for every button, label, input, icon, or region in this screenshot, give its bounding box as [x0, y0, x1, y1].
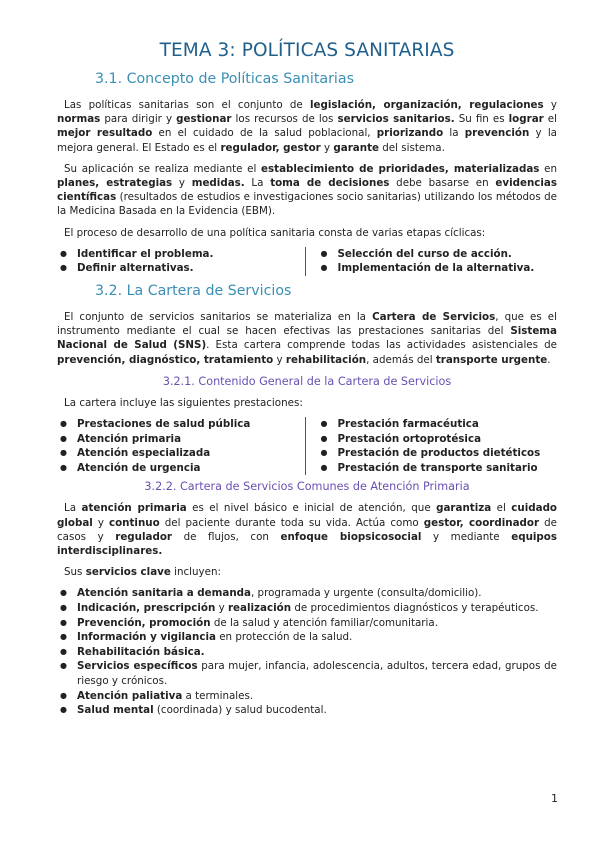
bold-text: atención primaria: [81, 502, 187, 515]
text-run: del paciente durante toda su vida. Actúa como: [159, 516, 424, 529]
text-run: El proceso de desarrollo de una política sanitaria consta de varias etapas cíclicas:: [64, 226, 486, 239]
bold-text: rehabilitación: [285, 353, 367, 366]
list-item: [57, 645, 557, 660]
list-item: [57, 616, 557, 631]
bold-text: Definir alternativas.: [77, 262, 194, 275]
text-run: en: [539, 162, 558, 175]
text-run: a terminales.: [182, 689, 254, 702]
text-run: del sistema.: [378, 141, 445, 154]
text-run: de procedimientos diagnósticos y terapéuticos.: [291, 602, 539, 615]
stages-right-column: [306, 247, 558, 276]
text-run: debe basarse en: [389, 177, 496, 190]
prestaciones-left-list: [57, 417, 297, 475]
text-run: incluyen:: [170, 566, 221, 579]
stages-left-column: [57, 247, 306, 276]
paragraph-primary-care: [57, 501, 557, 558]
text-run: , además del: [366, 353, 436, 366]
bold-text: priorizando: [376, 127, 444, 140]
text-run: La: [64, 502, 82, 515]
list-item: [57, 703, 557, 718]
bold-text: Atención paliativa: [77, 689, 183, 702]
bold-text: Información y vigilancia: [77, 631, 216, 644]
bold-text: mejor resultado: [57, 127, 153, 140]
text-run: y la mejora general. El Estado es el: [57, 127, 557, 154]
list-item: [318, 247, 558, 262]
bold-text: Salud mental: [77, 704, 154, 717]
bold-text: Sistema Nacional de Salud (SNS): [57, 325, 557, 352]
text-run: en el cuidado de la salud poblacional,: [152, 127, 377, 140]
bold-text: establecimiento de prioridades, materializadas: [261, 162, 540, 175]
page-number: 1: [551, 792, 558, 805]
text-run: para dirigir y: [100, 113, 177, 126]
bold-text: Prestación de transporte sanitario: [337, 461, 538, 474]
text-run: es el nivel básico e inicial de atención, que: [186, 502, 437, 515]
bold-text: cuidado global: [57, 502, 558, 529]
text-run: . Esta cartera comprende todas las actividades asistenciales de: [206, 339, 557, 352]
document-page: [57, 38, 557, 722]
bold-text: Rehabilitación básica.: [77, 645, 205, 658]
text-run: y: [543, 99, 557, 111]
bold-text: Prestación farmacéutica: [337, 418, 479, 431]
paragraph-cartera-intro: [57, 310, 557, 367]
list-item: [57, 417, 297, 432]
bold-text: Selección del curso de acción.: [337, 247, 512, 260]
bold-text: gestor, coordinador: [423, 516, 540, 529]
prestaciones-right-column: [306, 417, 558, 475]
text-run: Sus: [64, 566, 86, 579]
bold-text: Indicación, prescripción: [77, 602, 216, 615]
text-run: .: [547, 353, 551, 366]
text-run: y: [273, 353, 286, 366]
text-run: La cartera incluye las siguientes prestaciones:: [64, 396, 303, 409]
text-run: y: [92, 516, 109, 529]
text-run: y mediante: [421, 530, 512, 543]
bold-text: Cartera de Servicios: [372, 311, 496, 324]
bold-text: equipos interdisciplinares.: [57, 530, 558, 558]
list-item: [57, 586, 557, 601]
text-run: Las políticas sanitarias son el conjunto de: [64, 99, 310, 111]
text-run: (coordinada) y salud bucodental.: [153, 704, 327, 717]
bold-text: continuo: [109, 516, 160, 529]
text-run: el: [491, 502, 512, 515]
paragraph-policies-process: [57, 226, 557, 240]
text-run: y: [215, 602, 228, 615]
text-run: en protección de la salud.: [215, 631, 353, 644]
text-run: de casos y: [57, 516, 557, 543]
text-run: El conjunto de servicios sanitarios se materializa en la: [64, 311, 373, 324]
bold-text: planes, estrategias: [57, 177, 173, 190]
text-run: para mujer, infancia, adolescencia, adultos, tercera edad, grupos de riesgo y crónicos.: [77, 660, 557, 687]
bold-text: garantiza: [436, 502, 492, 515]
bold-text: normas: [57, 113, 101, 126]
section-heading-3-1: 3.1. Concepto de Políticas Sanitarias: [95, 71, 354, 87]
bold-text: toma de decisiones: [270, 177, 390, 190]
bold-text: regulador, gestor: [220, 141, 321, 154]
text-run: la: [443, 127, 465, 140]
bold-text: Atención sanitaria a demanda: [77, 587, 251, 600]
bold-text: prevención, diagnóstico, tratamiento: [57, 353, 274, 366]
paragraph-policies-application: [57, 162, 557, 219]
bold-text: servicios clave: [85, 566, 171, 579]
prestaciones-columns: [57, 417, 557, 475]
bold-text: realización: [227, 602, 292, 615]
bold-text: Atención primaria: [77, 432, 182, 445]
list-item: [57, 261, 297, 276]
text-run: Su fin es: [454, 113, 509, 126]
bold-text: Prevención, promoción: [77, 616, 211, 629]
key-services-list: [57, 586, 557, 717]
list-item: [57, 461, 297, 476]
text-run: La: [244, 177, 271, 190]
list-item: [57, 601, 557, 616]
list-item: [318, 432, 558, 447]
bold-text: prevención: [464, 127, 530, 140]
stages-columns: [57, 247, 557, 276]
page-title: TEMA 3: POLÍTICAS SANITARIAS: [159, 40, 455, 61]
list-item: [318, 446, 558, 461]
text-run: , programada y urgente (consulta/domicilio).: [251, 587, 482, 600]
bold-text: Prestación de productos dietéticos: [337, 447, 541, 460]
prestaciones-left-column: [57, 417, 306, 475]
list-item: [57, 432, 297, 447]
paragraph-cartera-includes: [57, 396, 557, 410]
paragraph-policies-definition: [57, 98, 557, 155]
list-item: [57, 689, 557, 704]
bold-text: legislación, organización, regulaciones: [309, 99, 544, 111]
bold-text: Prestaciones de salud pública: [77, 418, 251, 431]
list-item: [318, 417, 558, 432]
section-heading-3-2-2: 3.2.2. Cartera de Servicios Comunes de Atención Primaria: [144, 480, 470, 494]
text-run: de la salud y atención familiar/comunitaria.: [210, 616, 438, 629]
bold-text: lograr: [508, 113, 544, 126]
text-run: y: [320, 141, 334, 154]
bold-text: Atención de urgencia: [77, 461, 201, 474]
section-heading-3-2: 3.2. La Cartera de Servicios: [95, 283, 292, 300]
stages-left-list: [57, 247, 297, 276]
text-run: , que es el instrumento mediante el cual se hacen efectivas las prestaciones sanitarias del: [57, 311, 557, 338]
list-item: [57, 446, 297, 461]
list-item: [57, 659, 557, 688]
bold-text: Atención especializada: [77, 447, 211, 460]
bold-text: Identificar el problema.: [77, 247, 214, 260]
section-heading-3-2-1: 3.2.1. Contenido General de la Cartera de Servicios: [162, 374, 452, 388]
list-item: [318, 261, 558, 276]
list-item: [318, 461, 558, 476]
bold-text: evidencias científicas: [57, 177, 557, 204]
text-run: y: [172, 177, 192, 190]
list-item: [57, 630, 557, 645]
bold-text: servicios sanitarios.: [337, 113, 455, 126]
paragraph-key-services: [57, 565, 557, 579]
text-run: de flujos, con: [172, 530, 281, 543]
stages-right-list: [318, 247, 558, 276]
bold-text: medidas.: [191, 177, 245, 190]
bold-text: Servicios específicos: [77, 660, 198, 673]
bold-text: transporte urgente: [435, 353, 548, 366]
text-run: (resultados de estudios e investigaciones socio sanitarias) utilizando los métodos de la Medicina Basada en la Evidencia (EBM).: [57, 191, 557, 218]
bold-text: regulador: [115, 530, 173, 543]
prestaciones-right-list: [318, 417, 558, 475]
bold-text: enfoque biopsicosocial: [280, 530, 422, 543]
bold-text: Implementación de la alternativa.: [337, 262, 535, 275]
text-run: los recursos de los: [231, 113, 338, 126]
bold-text: garante: [333, 141, 379, 154]
list-item: [57, 247, 297, 262]
text-run: Su aplicación se realiza mediante el: [64, 162, 262, 175]
bold-text: Prestación ortoprotésica: [337, 432, 482, 445]
text-run: el: [543, 113, 557, 126]
bold-text: gestionar: [176, 113, 232, 126]
